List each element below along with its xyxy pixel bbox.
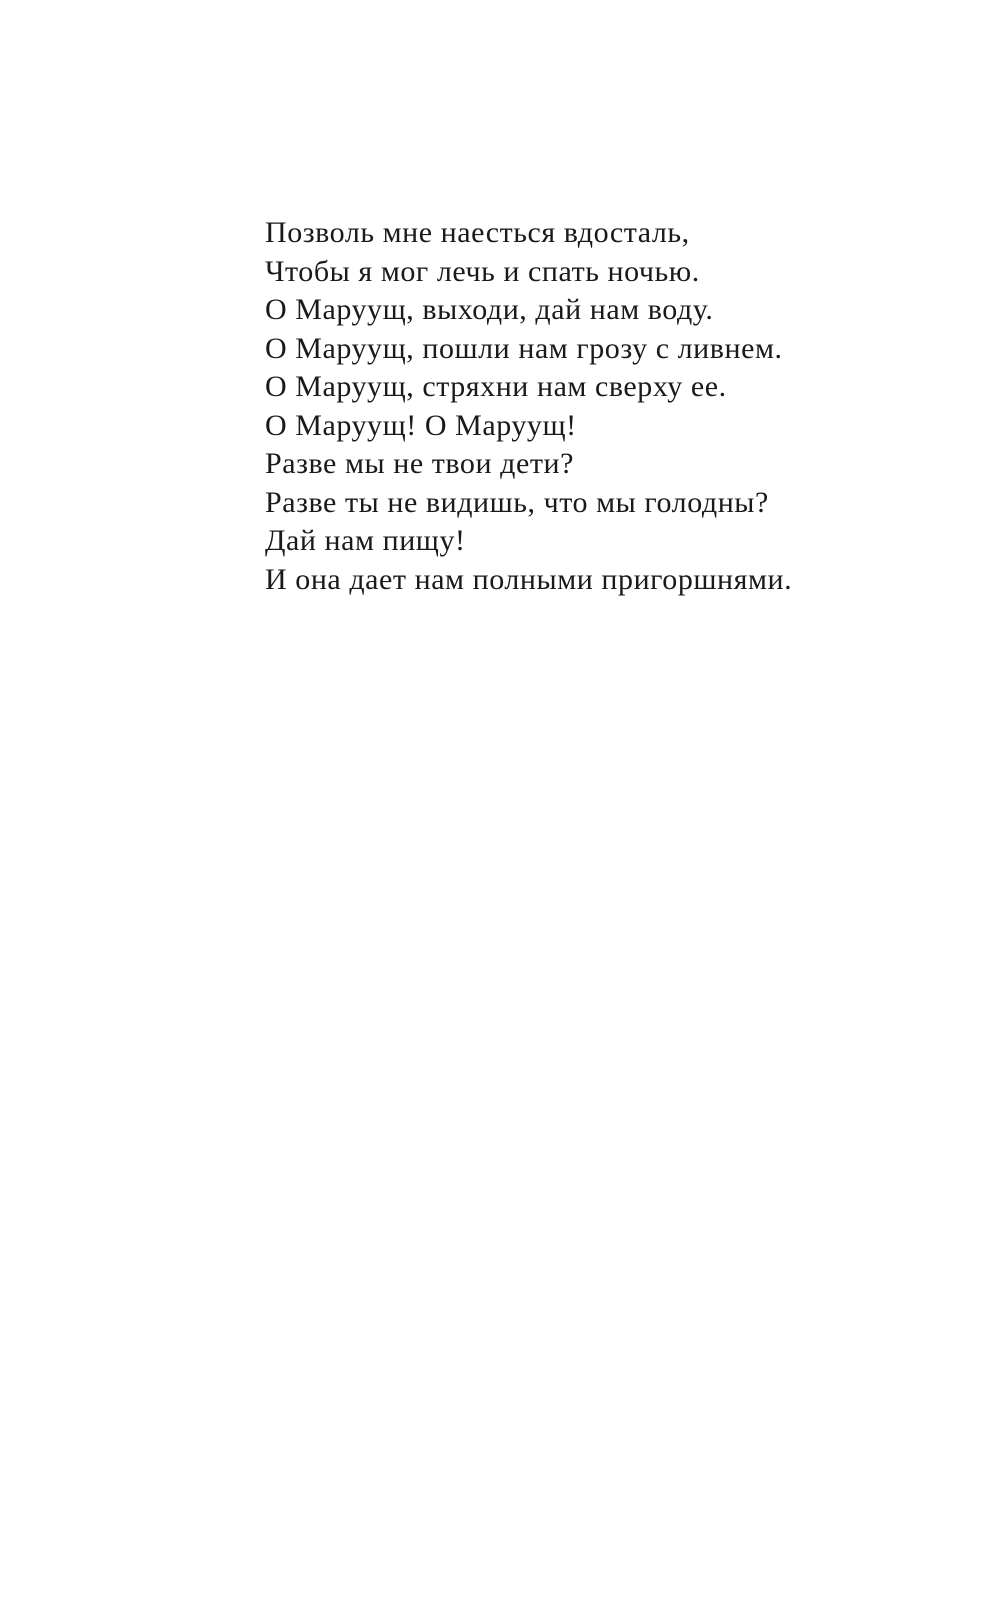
poem-line: Дай нам пищу! [265, 524, 466, 557]
poem-line: Разве ты не видишь, что мы голодны? [265, 485, 769, 519]
poem-line: О Маруущ, стряхни нам сверху ее. [265, 370, 727, 403]
poem-line: Разве мы не твои дети? [265, 447, 574, 480]
poem-line: И она дает нам полными пригоршнями. [265, 562, 793, 596]
poem-line: Чтобы я мог лечь и спать ночью. [265, 254, 700, 288]
poem-line: Позволь мне наесться вдосталь, [265, 216, 690, 249]
poem-line: О Маруущ, пошли нам грозу с ливнем. [265, 331, 783, 365]
poem-line: О Маруущ! О Маруущ! [265, 408, 577, 442]
poem-text [265, 214, 965, 599]
poem-line: О Маруущ, выходи, дай нам воду. [265, 293, 714, 326]
